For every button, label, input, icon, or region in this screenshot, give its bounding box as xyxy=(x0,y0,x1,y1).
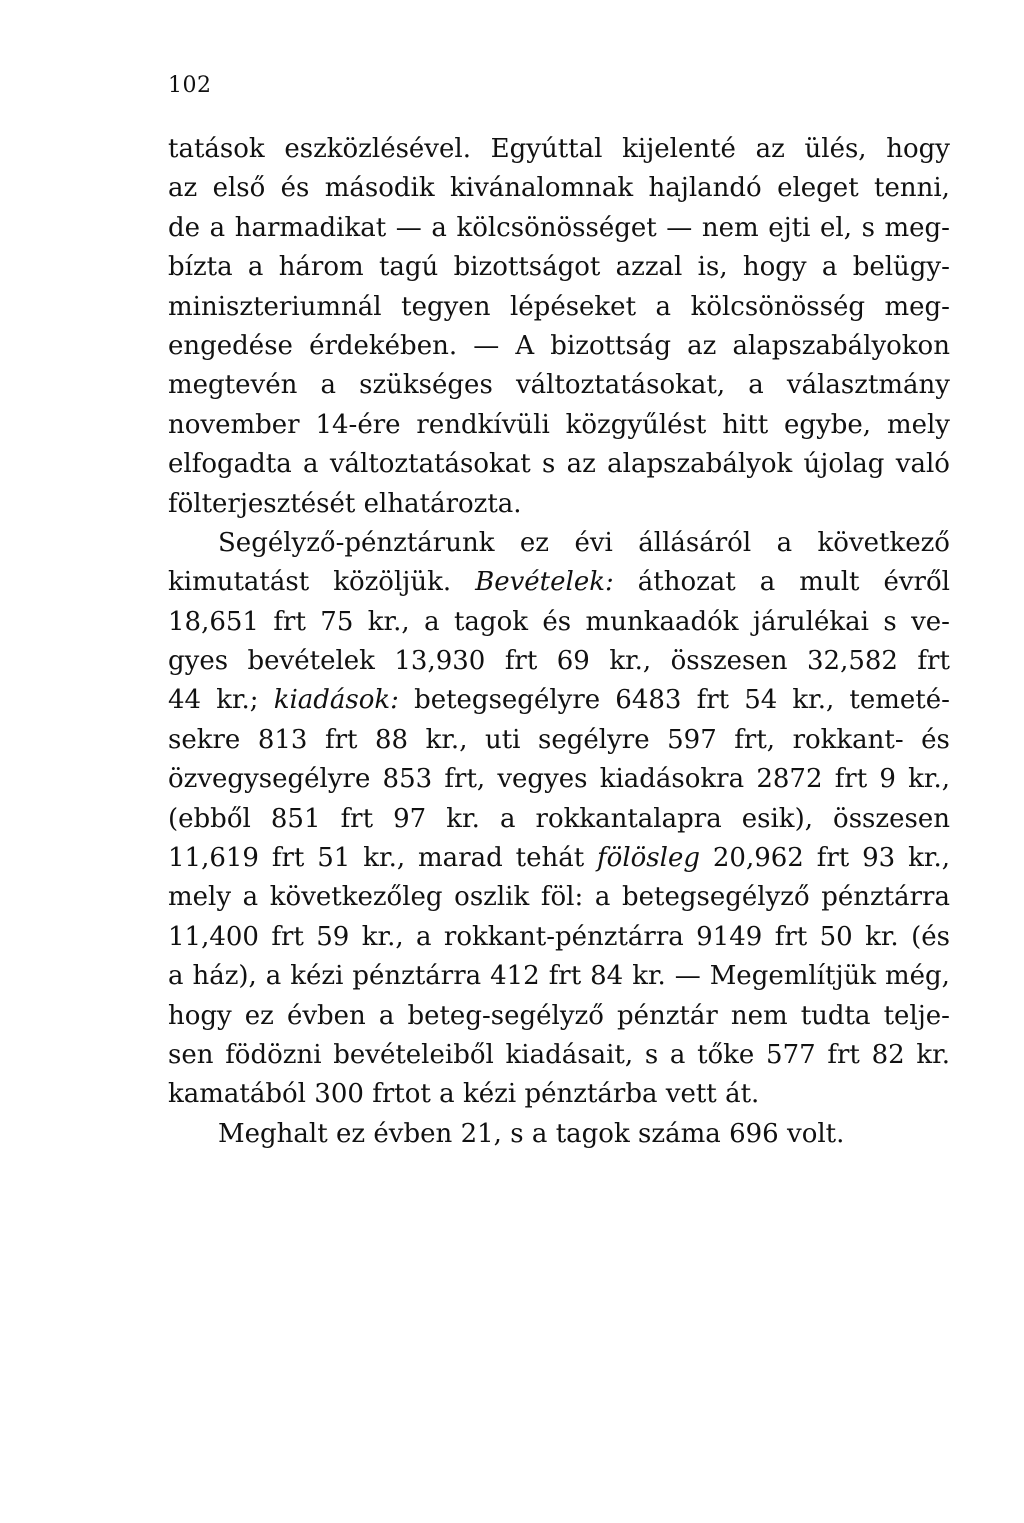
word: évben xyxy=(373,1118,453,1149)
word: tegyen xyxy=(401,291,491,322)
word: tagok xyxy=(453,606,528,637)
word: kiadások: xyxy=(273,685,399,716)
word: hitt xyxy=(722,409,769,440)
word: 9149 xyxy=(696,921,763,952)
body-text xyxy=(168,130,950,1154)
word: a xyxy=(439,1079,455,1110)
word: kölcsönösség xyxy=(690,291,865,322)
text-line xyxy=(168,288,950,327)
word: a xyxy=(320,370,336,401)
text-line xyxy=(168,997,950,1036)
word: lépéseket xyxy=(509,291,637,322)
word: frtot xyxy=(372,1079,431,1110)
word: a xyxy=(669,1039,686,1070)
word: de xyxy=(168,212,201,243)
text-line xyxy=(168,248,950,287)
word: az xyxy=(755,134,785,164)
text-line xyxy=(168,721,950,760)
word: 54 xyxy=(744,685,778,716)
word: vett xyxy=(665,1079,717,1110)
word: sekre xyxy=(168,724,241,755)
word: 20,962 xyxy=(712,843,804,874)
text-line xyxy=(168,563,950,602)
word: 597 xyxy=(667,724,717,755)
word: frt xyxy=(548,961,582,992)
word: rokkant-pénztárra xyxy=(443,921,684,952)
word: ház), xyxy=(192,961,257,992)
word: 50 xyxy=(819,921,853,952)
word: frt, xyxy=(444,764,486,795)
word: a xyxy=(265,961,282,992)
word: a xyxy=(416,921,432,952)
word: alapszabályokon xyxy=(732,330,950,361)
text-line xyxy=(168,878,950,917)
word: a xyxy=(168,961,184,992)
word: kr., xyxy=(609,646,652,677)
word: állásáról xyxy=(638,527,752,558)
word: 59 xyxy=(316,921,350,952)
word: még, xyxy=(884,961,950,992)
word: közgyűlést xyxy=(565,409,707,440)
word: 9 xyxy=(879,764,896,795)
word: az xyxy=(687,330,717,361)
word: frt xyxy=(827,1039,860,1070)
word: volt. xyxy=(787,1118,845,1149)
word: közöljük. xyxy=(333,567,452,598)
word: járulékai xyxy=(752,606,869,637)
word: 11,619 xyxy=(168,843,259,874)
word: kézi xyxy=(463,1079,517,1110)
word: a xyxy=(776,527,793,558)
word: rokkant- xyxy=(792,724,904,755)
text-line xyxy=(168,524,950,563)
page-number: 102 xyxy=(168,73,212,98)
word: a xyxy=(242,882,259,913)
word: 813 xyxy=(257,724,308,755)
word: első xyxy=(212,173,266,204)
word: 412 xyxy=(490,961,540,992)
word: a xyxy=(378,1000,395,1031)
word: pénztárra xyxy=(821,882,950,913)
word: tenni, xyxy=(874,173,950,204)
word: választmány xyxy=(786,370,950,401)
word: ejti xyxy=(768,212,811,243)
word: A xyxy=(515,330,535,361)
word: frt xyxy=(834,764,868,795)
word: azzal xyxy=(615,252,683,283)
word: a xyxy=(431,212,447,243)
word: változtatásokat, xyxy=(515,370,726,401)
word: frt xyxy=(271,921,304,952)
text-line xyxy=(168,406,950,445)
word: frt xyxy=(816,843,850,874)
word: frt xyxy=(271,843,305,874)
word: második xyxy=(324,173,435,204)
word: kimutatást xyxy=(168,567,310,598)
word: 75 xyxy=(320,606,354,637)
word: uti xyxy=(484,724,521,755)
word: frt xyxy=(504,646,538,677)
word: 32,582 xyxy=(806,646,898,677)
word: bízta xyxy=(168,252,233,283)
word: gyes xyxy=(168,646,229,677)
word: 93 xyxy=(862,843,896,874)
word: tagú xyxy=(378,252,439,283)
word: rendkívüli xyxy=(416,409,550,440)
text-line xyxy=(168,1036,950,1075)
word: segélyre xyxy=(538,724,650,755)
word: ülés, xyxy=(804,134,867,164)
word: s xyxy=(510,1118,524,1149)
word: a xyxy=(821,252,838,283)
word: el, xyxy=(820,212,852,243)
word: kr. xyxy=(916,1039,950,1070)
word: tatások xyxy=(168,134,265,164)
word: kr., xyxy=(425,724,468,755)
word: összesen xyxy=(670,646,788,677)
word: kr. xyxy=(865,921,899,952)
word: újolag xyxy=(803,449,885,480)
word: alapszabályok xyxy=(607,449,793,480)
word: 696 xyxy=(729,1118,779,1149)
word: kr.; xyxy=(216,685,259,716)
word: — xyxy=(674,961,701,992)
word: frt xyxy=(324,724,358,755)
word: kr., xyxy=(367,606,410,637)
word: meg- xyxy=(884,291,950,322)
text-line xyxy=(168,957,950,996)
word: megtevén xyxy=(168,370,298,401)
word: a xyxy=(247,252,264,283)
word: elhatározta. xyxy=(363,488,522,519)
word: s xyxy=(883,606,897,637)
word: eszközlésével. xyxy=(284,134,471,164)
text-line xyxy=(168,366,950,405)
word: bevételek xyxy=(247,646,375,677)
word: három xyxy=(278,252,364,283)
word: sen xyxy=(168,1039,214,1070)
word: 853 xyxy=(382,764,433,795)
word: száma xyxy=(638,1118,721,1149)
word: (és xyxy=(911,921,950,952)
word: a xyxy=(594,882,611,913)
text-line xyxy=(168,839,950,878)
word: mult xyxy=(799,567,860,598)
word: tőke xyxy=(697,1039,755,1070)
word: frt xyxy=(340,803,374,834)
word: ez xyxy=(519,527,549,558)
word: hogy xyxy=(168,1000,232,1031)
word: miniszteriumnál xyxy=(168,291,382,322)
word: hogy xyxy=(742,252,807,283)
word: 84 xyxy=(590,961,624,992)
word: pénztárra xyxy=(352,961,482,992)
word: nem xyxy=(701,212,759,243)
word: pénztárba xyxy=(524,1079,658,1110)
text-line xyxy=(168,603,950,642)
word: — xyxy=(395,212,422,243)
word: át. xyxy=(725,1079,760,1110)
word: évi xyxy=(574,527,613,558)
word: bizottságot xyxy=(453,252,601,283)
word: (ebből xyxy=(168,803,251,834)
word: frt, xyxy=(734,724,776,755)
word: 14-ére xyxy=(315,409,401,440)
word: bizottság xyxy=(550,330,671,361)
word: a xyxy=(499,803,516,834)
word: Segélyző-pénztárunk xyxy=(218,527,495,558)
word: a xyxy=(303,449,319,480)
word: kr., xyxy=(908,843,950,874)
text-line xyxy=(168,169,950,208)
word: tehát xyxy=(515,843,585,874)
word: a xyxy=(655,291,672,322)
word: 300 xyxy=(314,1079,364,1110)
word: pénztár xyxy=(616,1000,718,1031)
word: érdekében. xyxy=(309,330,458,361)
word: s xyxy=(861,212,875,243)
word: november xyxy=(168,409,300,440)
word: kr. xyxy=(446,803,480,834)
word: 577 xyxy=(766,1039,816,1070)
text-line xyxy=(168,642,950,681)
word: elfogadta xyxy=(168,449,292,480)
word: kamatából xyxy=(168,1079,306,1110)
text-line xyxy=(168,130,950,169)
text-line xyxy=(168,918,950,957)
word: rokkantalapra xyxy=(535,803,722,834)
word: kiadásokra xyxy=(599,764,745,795)
word: a xyxy=(748,370,764,401)
word: nem xyxy=(730,1000,788,1031)
word: a xyxy=(531,1118,548,1149)
word: özvegysegélyre xyxy=(168,764,371,795)
word: a xyxy=(209,212,226,243)
word: kr., xyxy=(363,843,406,874)
word: 21, xyxy=(460,1118,502,1149)
word: Meghalt xyxy=(218,1118,328,1149)
word: Megemlítjük xyxy=(709,961,877,992)
word: telje- xyxy=(883,1000,950,1031)
word: ez xyxy=(244,1000,274,1031)
word: 88 xyxy=(375,724,409,755)
word: kézi xyxy=(290,961,344,992)
word: kivánalomnak xyxy=(450,173,634,204)
word: esik), xyxy=(741,803,813,834)
word: és xyxy=(921,724,950,755)
word: frt xyxy=(917,646,950,677)
word: engedése xyxy=(168,330,293,361)
text-line xyxy=(168,760,950,799)
word: változtatásokat xyxy=(329,449,531,480)
word: 18,651 xyxy=(168,606,259,637)
word: munkaadók xyxy=(585,606,739,637)
text-line xyxy=(168,800,950,839)
word: ve- xyxy=(911,606,950,637)
word: kr., xyxy=(792,685,835,716)
word: mely xyxy=(168,882,232,913)
text-line xyxy=(168,485,950,524)
word: vegyes xyxy=(497,764,588,795)
word: kr. xyxy=(632,961,666,992)
word: 2872 xyxy=(756,764,823,795)
word: betegsegélyre xyxy=(414,685,601,716)
word: 82 xyxy=(871,1039,905,1070)
word: ez xyxy=(335,1118,366,1149)
word: s xyxy=(644,1039,659,1070)
text-line xyxy=(168,209,950,248)
word: tagok xyxy=(555,1118,630,1149)
word: áthozat xyxy=(637,567,736,598)
word: meg- xyxy=(884,212,950,243)
word: az xyxy=(566,449,596,480)
word: hogy xyxy=(886,134,950,164)
word: — xyxy=(473,330,500,361)
word: következő xyxy=(817,527,950,558)
text-line xyxy=(168,1075,950,1114)
word: födözni xyxy=(225,1039,322,1070)
word: bevételeiből xyxy=(333,1039,494,1070)
word: betegsegélyző xyxy=(621,882,810,913)
word: tudta xyxy=(800,1000,871,1031)
word: fölösleg xyxy=(597,843,700,874)
word: temeté- xyxy=(849,685,950,716)
word: és xyxy=(542,606,572,637)
word: s xyxy=(542,449,556,480)
word: 44 xyxy=(168,685,202,716)
word: az xyxy=(168,173,198,204)
word: hajlandó xyxy=(648,173,762,204)
word: 97 xyxy=(393,803,427,834)
word: kölcsönösséget xyxy=(456,212,657,243)
word: fölterjesztését xyxy=(168,488,356,519)
word: harmadikat xyxy=(234,212,387,243)
word: Egyúttal xyxy=(490,134,603,164)
word: kr., xyxy=(908,764,950,795)
word: is, xyxy=(697,252,728,283)
word: kijelenté xyxy=(622,134,736,164)
word: belügy- xyxy=(852,252,950,283)
word: — xyxy=(666,212,693,243)
word: kr., xyxy=(361,921,404,952)
word: Bevételek: xyxy=(475,567,614,598)
word: 69 xyxy=(556,646,590,677)
text-line xyxy=(168,445,950,484)
word: föl: xyxy=(540,882,584,913)
text-line xyxy=(168,681,950,720)
word: való xyxy=(895,449,950,480)
word: következőleg xyxy=(269,882,443,913)
word: a xyxy=(759,567,776,598)
word: frt xyxy=(273,606,306,637)
word: mely xyxy=(886,409,950,440)
word: 851 xyxy=(270,803,321,834)
word: frt xyxy=(696,685,730,716)
word: oszlik xyxy=(454,882,530,913)
word: a xyxy=(424,606,440,637)
word: évben xyxy=(286,1000,366,1031)
word: marad xyxy=(418,843,503,874)
word: 51 xyxy=(317,843,351,874)
word: 6483 xyxy=(615,685,682,716)
word: összesen xyxy=(833,803,950,834)
word: és xyxy=(280,173,310,204)
word: 11,400 xyxy=(168,921,259,952)
word: évről xyxy=(883,567,950,598)
word: egybe, xyxy=(784,409,872,440)
text-line xyxy=(168,1115,950,1154)
word: 13,930 xyxy=(394,646,486,677)
word: szükséges xyxy=(359,370,493,401)
word: beteg-segélyző xyxy=(407,1000,604,1031)
word: frt xyxy=(774,921,808,952)
word: eleget xyxy=(777,173,859,204)
text-line xyxy=(168,327,950,366)
word: kiadásait, xyxy=(505,1039,634,1070)
